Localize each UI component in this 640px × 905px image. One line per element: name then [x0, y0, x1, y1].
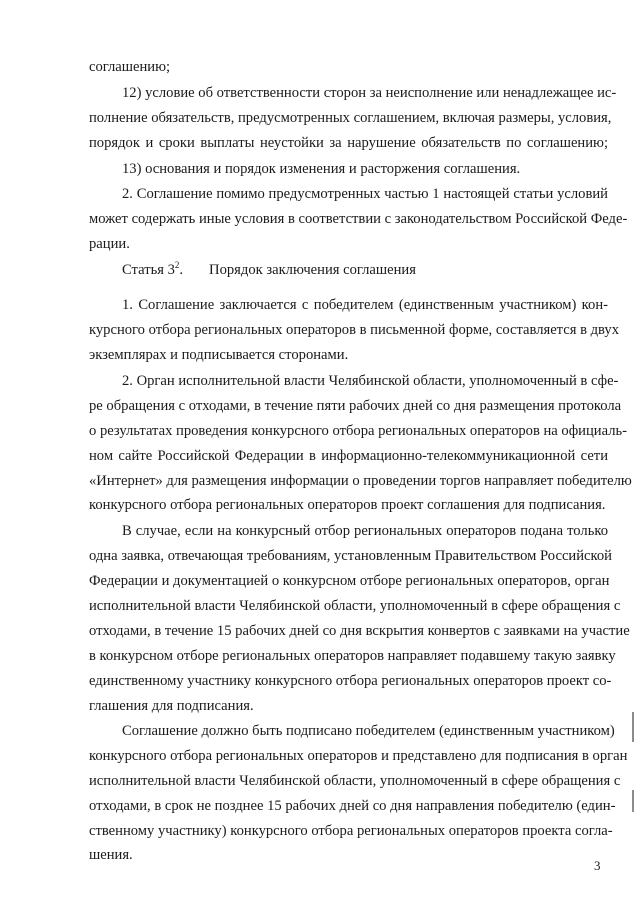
article-number: Статья 3	[122, 262, 175, 278]
article-number-superscript: 2	[174, 260, 180, 270]
text-line: конкурсного отбора региональных операторов проект соглашения для подписания.	[89, 497, 606, 513]
scan-edge-mark	[632, 790, 634, 812]
article-number-suffix: .	[179, 262, 184, 278]
text-line: конкурсного отбора региональных операторов и представлено для подписания в орган	[89, 748, 628, 764]
text-line: исполнительной власти Челябинской области, уполномоченный в сфере обращения с	[89, 598, 621, 614]
text-line: 13) основания и порядок изменения и расторжения соглашения.	[122, 161, 521, 177]
text-line: может содержать иные условия в соответствии с законодательством Российской Феде-	[89, 211, 628, 227]
text-line: глашения для подписания.	[89, 698, 254, 714]
text-line: о результатах проведения конкурсного отбора региональных операторов на официаль-	[89, 423, 628, 439]
text-line: «Интернет» для размещения информации о проведении торгов направляет победителю	[89, 473, 632, 489]
text-line: соглашению;	[89, 59, 171, 75]
text-line: рации.	[89, 236, 130, 252]
text-line: порядок и сроки выплаты неустойки за нарушение обязательств по соглашению;	[89, 135, 608, 151]
text-line: исполнительной власти Челябинской области, уполномоченный в сфере обращения с	[89, 773, 621, 789]
text-line: 2. Соглашение помимо предусмотренных частью 1 настоящей статьи условий	[122, 186, 608, 202]
text-line: В случае, если на конкурсный отбор региональных операторов подана только	[122, 523, 608, 539]
text-line: экземплярах и подписывается сторонами.	[89, 347, 349, 363]
text-line: Федерации и документацией о конкурсном отборе региональных операторов, орган	[89, 573, 610, 589]
article-title: Порядок заключения соглашения	[209, 262, 416, 278]
text-line: ре обращения с отходами, в течение пяти рабочих дней со дня размещения протокола	[89, 398, 622, 414]
text-line: 12) условие об ответственности сторон за неисполнение или ненадлежащее ис-	[122, 85, 617, 101]
text-line: ном сайте Российской Федерации в информационно-телекоммуникационной сети	[89, 448, 608, 464]
scan-edge-mark	[632, 712, 634, 742]
text-line: курсного отбора региональных операторов в письменной форме, составляется в двух	[89, 322, 620, 338]
text-line: 2. Орган исполнительной власти Челябинской области, уполномоченный в сфе-	[122, 373, 619, 389]
text-line: одна заявка, отвечающая требованиям, установленным Правительством Российской	[89, 548, 612, 564]
text-line: Соглашение должно быть подписано победителем (единственным участником)	[122, 723, 615, 739]
text-line: отходами, в течение 15 рабочих дней со дня вскрытия конвертов с заявками на участие	[89, 623, 630, 639]
text-line: полнение обязательств, предусмотренных соглашением, включая размеры, условия,	[89, 110, 612, 126]
text-line: отходами, в срок не позднее 15 рабочих дней со дня направления победителю (един-	[89, 798, 616, 814]
text-line: единственному участнику конкурсного отбора региональных операторов проект со-	[89, 673, 612, 689]
text-line: шения.	[89, 847, 133, 863]
text-line: в конкурсном отборе региональных операторов направляет подавшему такую заявку	[89, 648, 616, 664]
text-line: 1. Соглашение заключается с победителем (единственным участником) кон-	[122, 297, 608, 313]
article-heading	[122, 256, 416, 279]
text-line: ственному участнику) конкурсного отбора региональных операторов проекта согла-	[89, 823, 613, 839]
page-number: 3	[594, 858, 601, 873]
